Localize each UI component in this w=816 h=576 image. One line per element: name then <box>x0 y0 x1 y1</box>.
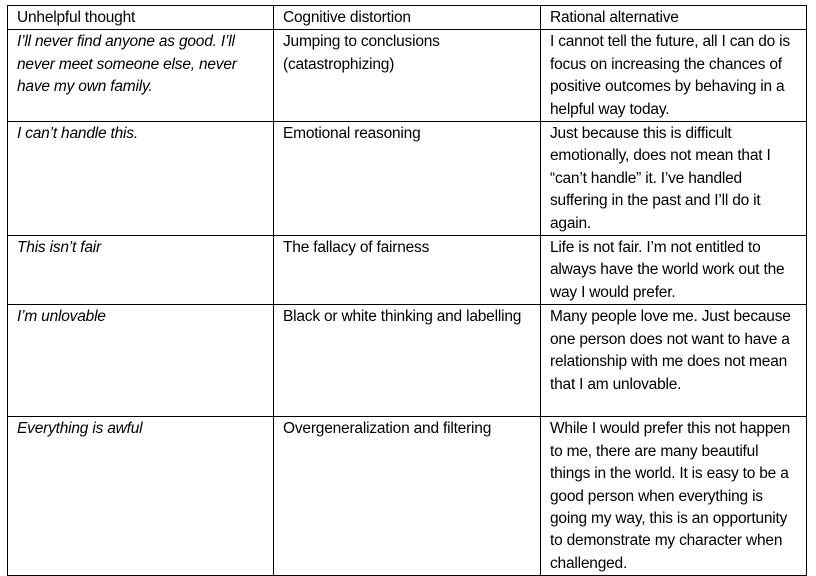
header-row <box>8 6 807 30</box>
table-row <box>8 417 807 576</box>
distortion-cell: Black or white thinking and labelling <box>274 305 541 417</box>
header-cognitive-distortion: Cognitive distortion <box>274 6 541 30</box>
distortion-cell: Jumping to conclusions (catastrophizing) <box>274 30 541 122</box>
alternative-cell: I cannot tell the future, all I can do is focus on increasing the chances of positive outcomes by behaving in a helpful way today. <box>541 30 807 122</box>
table-row <box>8 122 807 236</box>
thought-cell: I can’t handle this. <box>8 122 274 236</box>
thought-cell: I’ll never find anyone as good. I’ll never meet someone else, never have my own family. <box>8 30 274 122</box>
thought-cell: I’m unlovable <box>8 305 274 417</box>
distortion-cell: Overgeneralization and filtering <box>274 417 541 576</box>
alternative-cell: Many people love me. Just because one person does not want to have a relationship with me does not mean that I am unlovable. <box>541 305 807 417</box>
distortion-cell: The fallacy of fairness <box>274 236 541 305</box>
alternative-cell: Just because this is difficult emotionally, does not mean that I “can’t handle” it. I’ve handled suffering in the past and I’ll do it again. <box>541 122 807 236</box>
header-rational-alternative: Rational alternative <box>541 6 807 30</box>
distortion-cell: Emotional reasoning <box>274 122 541 236</box>
table-row <box>8 30 807 122</box>
table-row <box>8 236 807 305</box>
table-row <box>8 305 807 417</box>
alternative-cell: Life is not fair. I’m not entitled to always have the world work out the way I would prefer. <box>541 236 807 305</box>
thought-cell: This isn’t fair <box>8 236 274 305</box>
alternative-cell: While I would prefer this not happen to me, there are many beautiful things in the world. It is easy to be a good person when everything is going my way, this is an opportunity to demonstrate my character when challenged. <box>541 417 807 576</box>
header-unhelpful-thought: Unhelpful thought <box>8 6 274 30</box>
cognitive-distortions-table <box>7 5 807 576</box>
thought-cell: Everything is awful <box>8 417 274 576</box>
